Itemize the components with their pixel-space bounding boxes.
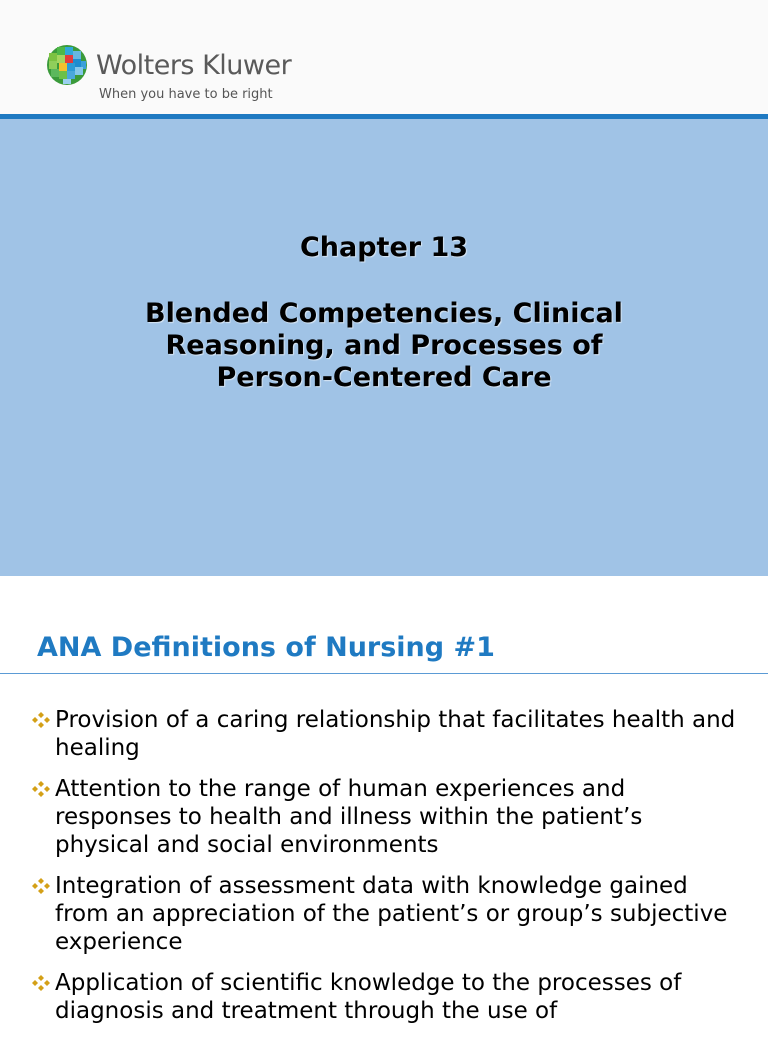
slide-header	[0, 0, 768, 116]
bullet-item	[31, 969, 743, 1025]
wolters-kluwer-logo-icon	[46, 44, 88, 86]
bullet-list	[31, 706, 743, 1038]
four-diamond-bullet-icon	[31, 711, 51, 729]
brand-name: Wolters Kluwer	[96, 50, 292, 81]
four-diamond-bullet-icon	[31, 974, 51, 992]
title-divider	[0, 673, 768, 674]
bullet-text: Application of scientific knowledge to the processes of diagnosis and treatment through the use of	[55, 970, 682, 1024]
content-slide	[0, 576, 768, 1024]
brand-tagline: When you have to be right	[99, 87, 273, 102]
subtitle-line: Blended Competencies, Clinical	[145, 298, 623, 329]
bullet-text: Attention to the range of human experiences and responses to health and illness within the patient’s physical and social environments	[55, 776, 643, 858]
bullet-item	[31, 775, 743, 859]
bullet-text: Integration of assessment data with knowledge gained from an appreciation of the patient’s or group’s subjective experience	[55, 873, 728, 955]
chapter-title: Chapter 13	[299, 232, 469, 263]
slide-title: ANA Definitions of Nursing #1	[37, 632, 495, 663]
bullet-item	[31, 872, 743, 956]
bullet-text: Provision of a caring relationship that facilitates health and healing	[55, 707, 736, 761]
subtitle-line: Person-Centered Care	[216, 362, 552, 393]
four-diamond-bullet-icon	[31, 780, 51, 798]
bullet-item	[31, 706, 743, 762]
chapter-subtitle	[84, 298, 684, 394]
four-diamond-bullet-icon	[31, 877, 51, 895]
subtitle-line: Reasoning, and Processes of	[165, 330, 603, 361]
